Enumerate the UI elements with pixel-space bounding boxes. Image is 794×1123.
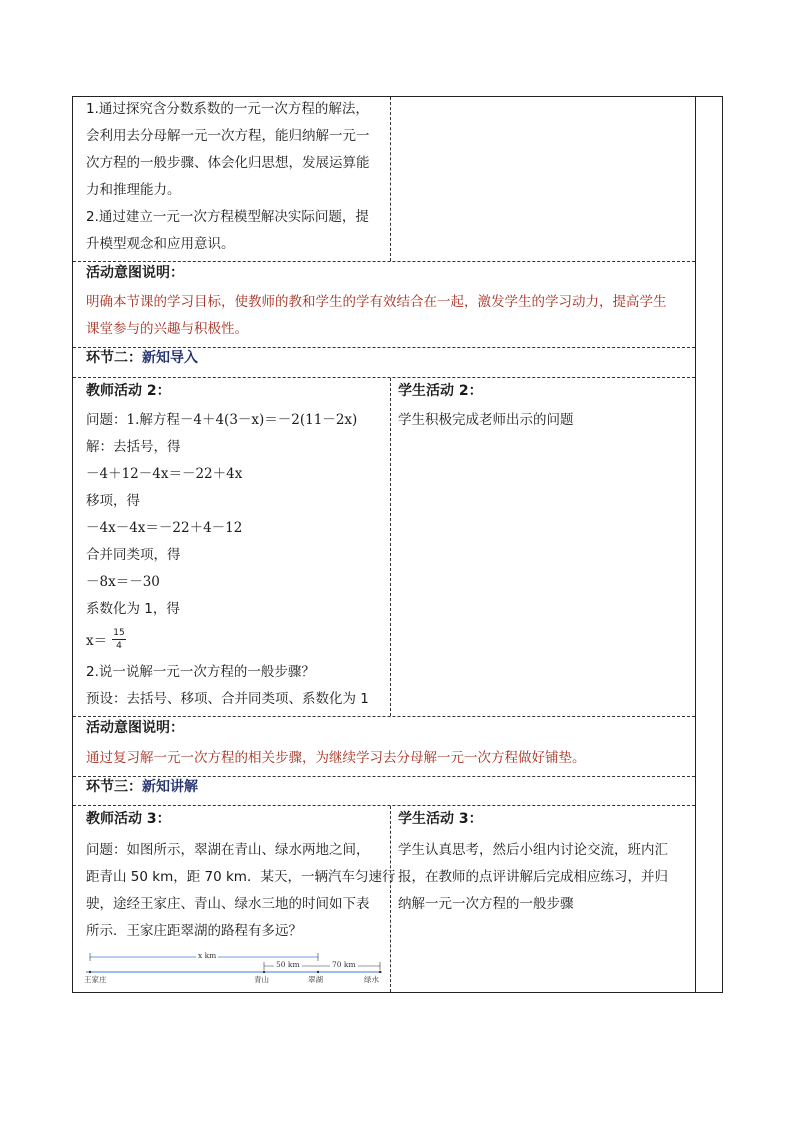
- solution-step: 系数化为 1，得: [86, 601, 180, 617]
- section-label: 环节二：: [86, 350, 142, 366]
- solution-result: x＝: [86, 633, 108, 649]
- distance-label-50: 50 km: [276, 960, 300, 969]
- solution-step: 移项，得: [86, 493, 140, 509]
- intent-text: 明确本节课的学习目标，使教师的教和学生的学有效结合在一起，激发学生的学习动力，提高学生: [86, 294, 667, 310]
- objective-line: 1.通过探究含分数系数的一元一次方程的解法，: [86, 101, 369, 117]
- problem-text: 驶，途经王家庄、青山、绿水三地的时间如下表: [86, 896, 370, 912]
- objective-line: 会利用去分母解一元一次方程，能归纳解一元一: [86, 128, 370, 144]
- student-activity-text: 学生积极完成老师出示的问题: [398, 412, 574, 428]
- problem-equation: 问题：1.解方程－4＋4(3－x)＝－2(11－2x): [86, 412, 358, 428]
- intent-title: 活动意图说明：: [86, 720, 184, 736]
- solution-step: 解：去括号，得: [86, 439, 181, 455]
- teacher-activity-title: 教师活动 3：: [86, 811, 171, 827]
- objective-line: 次方程的一般步骤、体会化归思想，发展运算能: [86, 155, 370, 171]
- section-label: 环节三：: [86, 779, 142, 795]
- x-distance-label: x km: [198, 951, 217, 960]
- distance-diagram: [84, 948, 384, 984]
- student-activity-text: 纳解一元一次方程的一般步骤: [398, 896, 574, 912]
- objective-line: 2.通过建立一元一次方程模型解决实际问题，提: [86, 209, 369, 225]
- place-label: 翠湖: [308, 975, 323, 984]
- solution-step: －4x－4x＝－22＋4－12: [86, 520, 243, 536]
- table-left-border: [72, 96, 73, 992]
- problem-text: 距青山 50 km，距 70 km．某天，一辆汽车匀速行: [86, 869, 396, 885]
- table-right-border: [722, 96, 723, 992]
- intent-text: 通过复习解一元一次方程的相关步骤，为继续学习去分母解一元一次方程做好铺垫。: [86, 750, 586, 766]
- table-inner-right-border: [695, 96, 696, 992]
- section-heading: [86, 345, 198, 372]
- student-activity-text: 报，在教师的点评讲解后完成相应练习，并归: [398, 869, 668, 885]
- question-text: 2.说一说解一元一次方程的一般步骤？: [86, 664, 315, 680]
- section-heading: [86, 774, 198, 801]
- problem-text: 问题：如图所示，翠湖在青山、绿水两地之间，: [86, 842, 370, 858]
- place-label: 青山: [254, 975, 269, 984]
- solution-step: －8x＝－30: [86, 574, 160, 590]
- fraction: [112, 628, 126, 651]
- fraction-bar: [112, 639, 126, 640]
- table-bottom-border: [72, 992, 723, 993]
- problem-text: 所示．王家庄距翠湖的路程有多远？: [86, 923, 302, 939]
- place-label: 绿水: [364, 975, 379, 984]
- section-name: 新知导入: [142, 350, 198, 366]
- student-activity-title: 学生活动 2：: [398, 383, 483, 399]
- objective-line: 力和推理能力。: [86, 182, 181, 198]
- fraction-denominator: 4: [116, 641, 122, 651]
- section-name: 新知讲解: [142, 779, 198, 795]
- intent-text: 课堂参与的兴趣与积极性。: [86, 321, 248, 337]
- solution-step: 合并同类项，得: [86, 547, 181, 563]
- intent-title: 活动意图说明：: [86, 265, 184, 281]
- student-activity-text: 学生认真思考，然后小组内讨论交流，班内汇: [398, 842, 668, 858]
- student-activity-title: 学生活动 3：: [398, 811, 483, 827]
- place-label: 王家庄: [84, 975, 107, 984]
- fraction-numerator: 15: [113, 628, 125, 638]
- column-divider: [390, 806, 391, 992]
- distance-label-70: 70 km: [332, 960, 356, 969]
- preset-answer: 预设：去括号、移项、合并同类项、系数化为 1: [86, 691, 369, 707]
- teacher-activity-title: 教师活动 2：: [86, 383, 171, 399]
- solution-step: －4＋12－4x＝－22＋4x: [86, 466, 243, 482]
- column-divider: [390, 97, 391, 261]
- objective-line: 升模型观念和应用意识。: [86, 236, 235, 252]
- column-divider: [390, 378, 391, 716]
